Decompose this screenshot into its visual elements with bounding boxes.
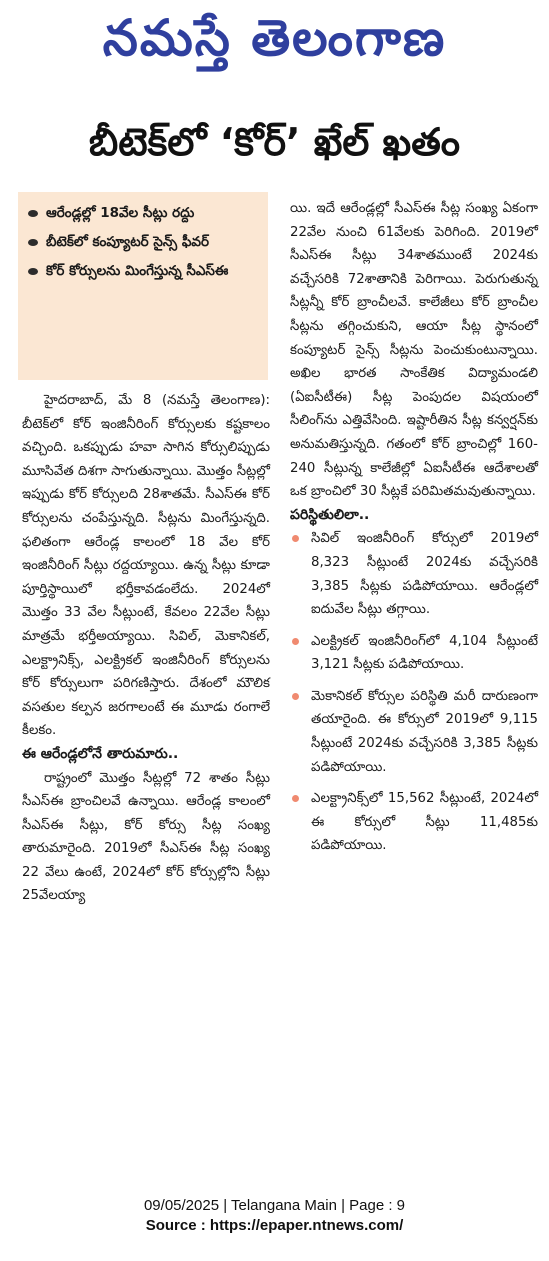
highlights-box (18, 192, 268, 380)
source-link[interactable]: Source : https://epaper.ntnews.com/ (145, 1217, 404, 1234)
bullet-dot-icon (292, 638, 299, 645)
bullet-dot-icon (292, 795, 299, 802)
masthead-logo-text: నమస్తే తెలంగాణ (102, 8, 447, 67)
article-column-left (22, 389, 270, 908)
article-headline (0, 108, 549, 186)
highlight-text: బీటెక్‌లో కంప్యూటర్ సైన్స్ ఫీవర్ (46, 234, 210, 250)
bullet-dot-icon (292, 693, 299, 700)
headline-text: బీటెక్‌లో ‘కోర్’ ఖేల్ ఖతం (88, 120, 461, 164)
stat-bullet (290, 630, 538, 677)
stat-bullet (290, 527, 538, 621)
highlight-item (28, 202, 260, 225)
highlight-text: ఆరేండ్లల్లో 18వేల సీట్లు రద్దు (46, 205, 195, 221)
highlight-text: కోర్ కోర్సులను మింగేస్తున్న సీఎస్ఈ (46, 263, 229, 279)
stat-bullet (290, 787, 538, 858)
stat-bullet-text: ఎలక్ట్రికల్ ఇంజినీరింగ్‌లో 4,104 సీట్లుంటే 3,121 సీట్లకు పడిపోయాయి. (311, 633, 538, 673)
highlight-item (28, 231, 260, 254)
stat-bullet-text: ఎలక్ట్రానిక్స్‌లో 15,562 సీట్లుంటే, 2024లో ఈ కోర్సులో సీట్లు 11,485కు పడిపోయాయి. (311, 791, 538, 854)
source-footer (0, 1196, 549, 1236)
stat-bullet-text: సివిల్ ఇంజినీరింగ్ కోర్సులో 2019లో 8,323 సీట్లుంటే 2024కు వచ్చేసరికి 3,385 సీట్లకు పడిపోయాయి. ఆరేండ్లలో ఐదువేల సీట్లు తగ్గాయి. (311, 531, 538, 618)
highlight-item (28, 260, 260, 283)
section-subheading: పరిస్థితులిలా.. (290, 506, 370, 523)
newspaper-masthead (0, 0, 549, 88)
article-column-right (290, 197, 538, 866)
article-paragraph: హైదరాబాద్, మే 8 (నమస్తే తెలంగాణ): బీటెక్‌లో కోర్ ఇంజినీరింగ్ కోర్సులకు కష్టకాలం వచ్చింది. ఒకప్పుడు హవా సాగిన కోర్సులిప్పుడు మూసివేత దిశగా సాగుతున్నాయి. మొత్తం సీట్లల్లో ఇప్పుడు కోర్ కోర్సులది 28శాతమే. సీఎస్ఈ కోర్ కోర్సులను చంపేస్తున్నది. సీట్లను మింగేస్తున్నది. ఫలితంగా ఆరేండ్ల కాలంలో 18 వేల కోర్ ఇంజినీరింగ్ సీట్లు రద్దయ్యాయి. ఉన్న సీట్లు కూడా పూర్తిస్థాయిలో భర్తీకావడంలేదు. 2024లో మొత్తం 33 వేల సీట్లుంటే, కేవలం 22వేల సీట్లు మాత్రమే భర్తీఅయ్యాయి. సివిల్, మెకానికల్, ఎలక్ట్రానిక్స్, ఎలక్ట్రికల్ ఇంజినీరింగ్ కోర్సులను కోర్ కోర్సులుగా పరిగణిస్తారు. దేశంలో మౌలిక వసతుల కల్పన జరగాలంటే ఈ మూడు రంగాలే కీలకం. (22, 393, 270, 739)
bullet-dot-icon (28, 268, 38, 275)
bullet-dot-icon (28, 239, 38, 246)
bullet-dot-icon (292, 535, 299, 542)
section-subheading: ఈ ఆరేండ్లలోనే తారుమారు.. (22, 745, 179, 762)
article-paragraph: రాష్ట్రంలో మొత్తం సీట్లల్లో 72 శాతం సీట్లు సీఎస్ఈ బ్రాంచిలవే ఉన్నాయి. ఆరేండ్ల కాలంలో సీఎస్ఈ సీట్లు, కోర్ కోర్సు సీట్ల సంఖ్య తారుమారైంది. 2019లో సీఎస్ఈ సీట్ల సంఖ్య 22 వేలు ఉంటే, 2024లో కోర్ కోర్సుల్లోని సీట్లు 25వేలయ్యా (22, 770, 270, 904)
article-paragraph: యి. ఇదే ఆరేండ్లల్లో సీఎస్ఈ సీట్ల సంఖ్య ఏకంగా 22వేల నుంచి 61వేలకు పెరిగింది. 2019లో సీఎస్ఈ సీట్లు 34శాతముంటే 2024కు వచ్చేసరికి 72శాతానికి పెరిగాయి. పెరుగుతున్న సీట్లన్నీ కోర్ బ్రాంచీలవే. కాలేజీలు కోర్ బ్రాంచీల సీట్లను తగ్గించుకుని, ఆయా సీట్ల స్థానంలో కంప్యూటర్ సైన్స్ సీట్లను పెంచుకుంటున్నాయి. అఖిల భారత సాంకేతిక విద్యామండలి (ఏఐసీటీఈ) సీట్ల పెంపుదల విషయంలో సీలింగ్‌ను ఎత్తివేసింది. ఇష్టారీతిన సీట్ల కన్వర్షన్‌కు అనుమతిస్తున్నది. గతంలో కోర్ బ్రాంచిల్లో 160-240 సీట్లున్న కాలేజీల్లో ఏఐసీటీఈ ఆదేశాలతో ఒక బ్రాంచిలో 30 సీట్లకే పరిమితమవుతున్నాయి. (290, 201, 538, 500)
bullet-dot-icon (28, 210, 38, 217)
edition-info: 09/05/2025 | Telangana Main | Page : 9 (143, 1197, 406, 1214)
stat-bullet-text: మెకానికల్ కోర్సుల పరిస్థితి మరీ దారుణంగా తయారైంది. ఈ కోర్సులో 2019లో 9,115 సీట్లుంటే 2024కు వచ్చేసరికి 3,385 సీట్లకు పడిపోయాయి. (311, 688, 538, 775)
stat-bullet (290, 685, 538, 779)
